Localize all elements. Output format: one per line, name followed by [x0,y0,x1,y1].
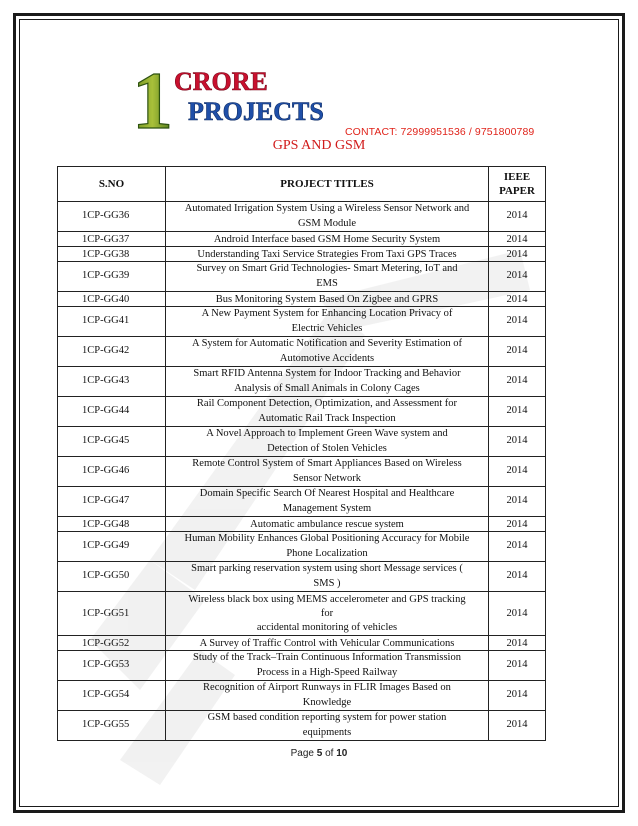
project-sno: 1CP-GG40 [58,292,166,307]
header-ieee-line1: IEEE [503,171,531,183]
project-title [166,202,489,232]
project-sno: 1CP-GG36 [58,202,166,232]
project-title [166,292,489,307]
project-title [166,636,489,651]
table-row [58,711,546,741]
project-title-line: Human Mobility Enhances Global Positioning Accuracy for Mobile [184,533,470,544]
project-title [166,457,489,487]
project-sno: 1CP-GG37 [58,232,166,247]
project-title-line: Automatic Rail Track Inspection [258,412,396,424]
project-year: 2014 [489,651,546,681]
project-year: 2014 [489,517,546,532]
project-year: 2014 [489,232,546,247]
project-title-line: Domain Specific Search Of Nearest Hospital and Healthcare [199,488,455,499]
svg-text:PROJECTS: PROJECTS [188,97,324,126]
project-title-line: Sensor Network [293,472,361,484]
project-year: 2014 [489,457,546,487]
section-title: GPS AND GSM [272,138,366,153]
footer-prefix: Page [290,748,317,759]
page-footer [0,748,638,759]
footer-total-pages: 10 [336,748,348,759]
project-title-line: EMS [316,277,338,289]
project-sno: 1CP-GG44 [58,397,166,427]
project-year: 2014 [489,397,546,427]
project-year: 2014 [489,427,546,457]
project-title [166,367,489,397]
project-title [166,681,489,711]
project-title-line: Survey on Smart Grid Technologies- Smart Metering, IoT and [196,263,458,274]
project-sno: 1CP-GG39 [58,262,166,292]
table-row [58,292,546,307]
table-row [58,562,546,592]
project-title [166,262,489,292]
table-row [58,636,546,651]
project-title [166,307,489,337]
table-row [58,517,546,532]
footer-current-page: 5 [316,748,323,759]
project-sno: 1CP-GG55 [58,711,166,741]
project-sno: 1CP-GG54 [58,681,166,711]
project-title-line: Rail Component Detection, Optimization, and Assessment for [196,398,458,409]
project-title-line: A New Payment System for Enhancing Location Privacy of [201,308,453,319]
project-title-line: Detection of Stolen Vehicles [267,442,387,454]
project-title [166,397,489,427]
table-row [58,592,546,636]
table-row [58,681,546,711]
project-title-line: Smart RFID Antenna System for Indoor Tracking and Behavior [193,368,461,379]
table-row [58,487,546,517]
project-year: 2014 [489,367,546,397]
table-row [58,651,546,681]
contact-info: CONTACT: 72999951536 / 9751800789 [345,126,535,138]
project-year: 2014 [489,487,546,517]
project-year: 2014 [489,562,546,592]
project-sno: 1CP-GG51 [58,592,166,636]
project-title-line: Bus Monitoring System Based On Zigbee and GPRS [215,293,439,305]
project-title-line: Automotive Accidents [279,352,375,364]
project-title [166,532,489,562]
footer-middle: of [322,748,337,759]
project-title-line: SMS ) [313,577,341,589]
project-sno: 1CP-GG41 [58,307,166,337]
project-sno: 1CP-GG47 [58,487,166,517]
project-sno: 1CP-GG50 [58,562,166,592]
table-row [58,532,546,562]
project-title-line: Process in a High-Speed Railway [256,666,398,678]
project-sno: 1CP-GG49 [58,532,166,562]
project-sno: 1CP-GG48 [58,517,166,532]
project-sno: 1CP-GG38 [58,247,166,262]
project-title [166,592,489,636]
project-title-line: Wireless black box using MEMS accelerometer and GPS tracking [188,593,466,605]
project-title-line: GSM based condition reporting system for power station [207,712,447,723]
project-title-line: Management System [282,502,372,514]
table-row [58,262,546,292]
project-title [166,427,489,457]
project-title-line: A System for Automatic Notification and Severity Estimation of [191,338,463,349]
table-row [58,367,546,397]
project-title [166,487,489,517]
project-title-line: GSM Module [297,217,357,229]
table-row [58,232,546,247]
project-title [166,232,489,247]
header-ieee-line2: PAPER [499,185,535,197]
project-sno: 1CP-GG53 [58,651,166,681]
project-year: 2014 [489,337,546,367]
project-sno: 1CP-GG42 [58,337,166,367]
project-title-line: Understanding Taxi Service Strategies From Taxi GPS Traces [197,248,457,260]
header-ieee-paper [489,167,546,202]
project-sno: 1CP-GG43 [58,367,166,397]
project-title-line: Recognition of Airport Runways in FLIR Images Based on [203,682,451,693]
project-year: 2014 [489,532,546,562]
project-title [166,337,489,367]
project-title [166,562,489,592]
project-year: 2014 [489,681,546,711]
project-title [166,651,489,681]
table-row [58,202,546,232]
project-year: 2014 [489,636,546,651]
table-row [58,457,546,487]
project-year: 2014 [489,247,546,262]
project-title-line: Remote Control System of Smart Appliances Based on Wireless [192,458,462,469]
svg-text:CRORE: CRORE [174,67,268,96]
project-year: 2014 [489,292,546,307]
company-logo [130,60,330,132]
project-sno: 1CP-GG46 [58,457,166,487]
project-title-line: Smart parking reservation system using short Message services ( [191,563,463,574]
project-year: 2014 [489,307,546,337]
project-title-line: Knowledge [302,696,352,708]
project-title-line: Android Interface based GSM Home Security System [213,233,441,245]
project-year: 2014 [489,262,546,292]
project-title-line: A Novel Approach to Implement Green Wave system and [206,428,448,439]
project-year: 2014 [489,592,546,636]
svg-text:1: 1 [132,60,173,132]
table-row [58,397,546,427]
project-title-line: Study of the Track–Train Continuous Information Transmission [193,652,461,663]
header-sno: S.NO [58,167,166,202]
project-title-line: equipments [302,726,352,738]
project-title-line: Electric Vehicles [291,322,363,334]
project-title [166,247,489,262]
table-row [58,247,546,262]
header-project-titles: PROJECT TITLES [166,167,489,202]
project-title-line: Automatic ambulance rescue system [250,518,404,530]
table-row [58,337,546,367]
project-title-line: Analysis of Small Animals in Colony Cages [234,382,420,394]
project-title-line: A Survey of Traffic Control with Vehicular Communications [199,637,455,649]
project-sno: 1CP-GG52 [58,636,166,651]
project-title-line: accidental monitoring of vehicles [256,621,398,633]
project-title [166,711,489,741]
project-title [166,517,489,532]
project-title-line: Phone Localization [286,547,368,559]
table-header-row [58,167,546,202]
project-title-line: Automated Irrigation System Using a Wireless Sensor Network and [184,203,470,214]
table-row [58,307,546,337]
table-row [58,427,546,457]
project-title-line: for [320,607,334,619]
project-sno: 1CP-GG45 [58,427,166,457]
project-year: 2014 [489,202,546,232]
project-year: 2014 [489,711,546,741]
projects-table [57,166,546,741]
